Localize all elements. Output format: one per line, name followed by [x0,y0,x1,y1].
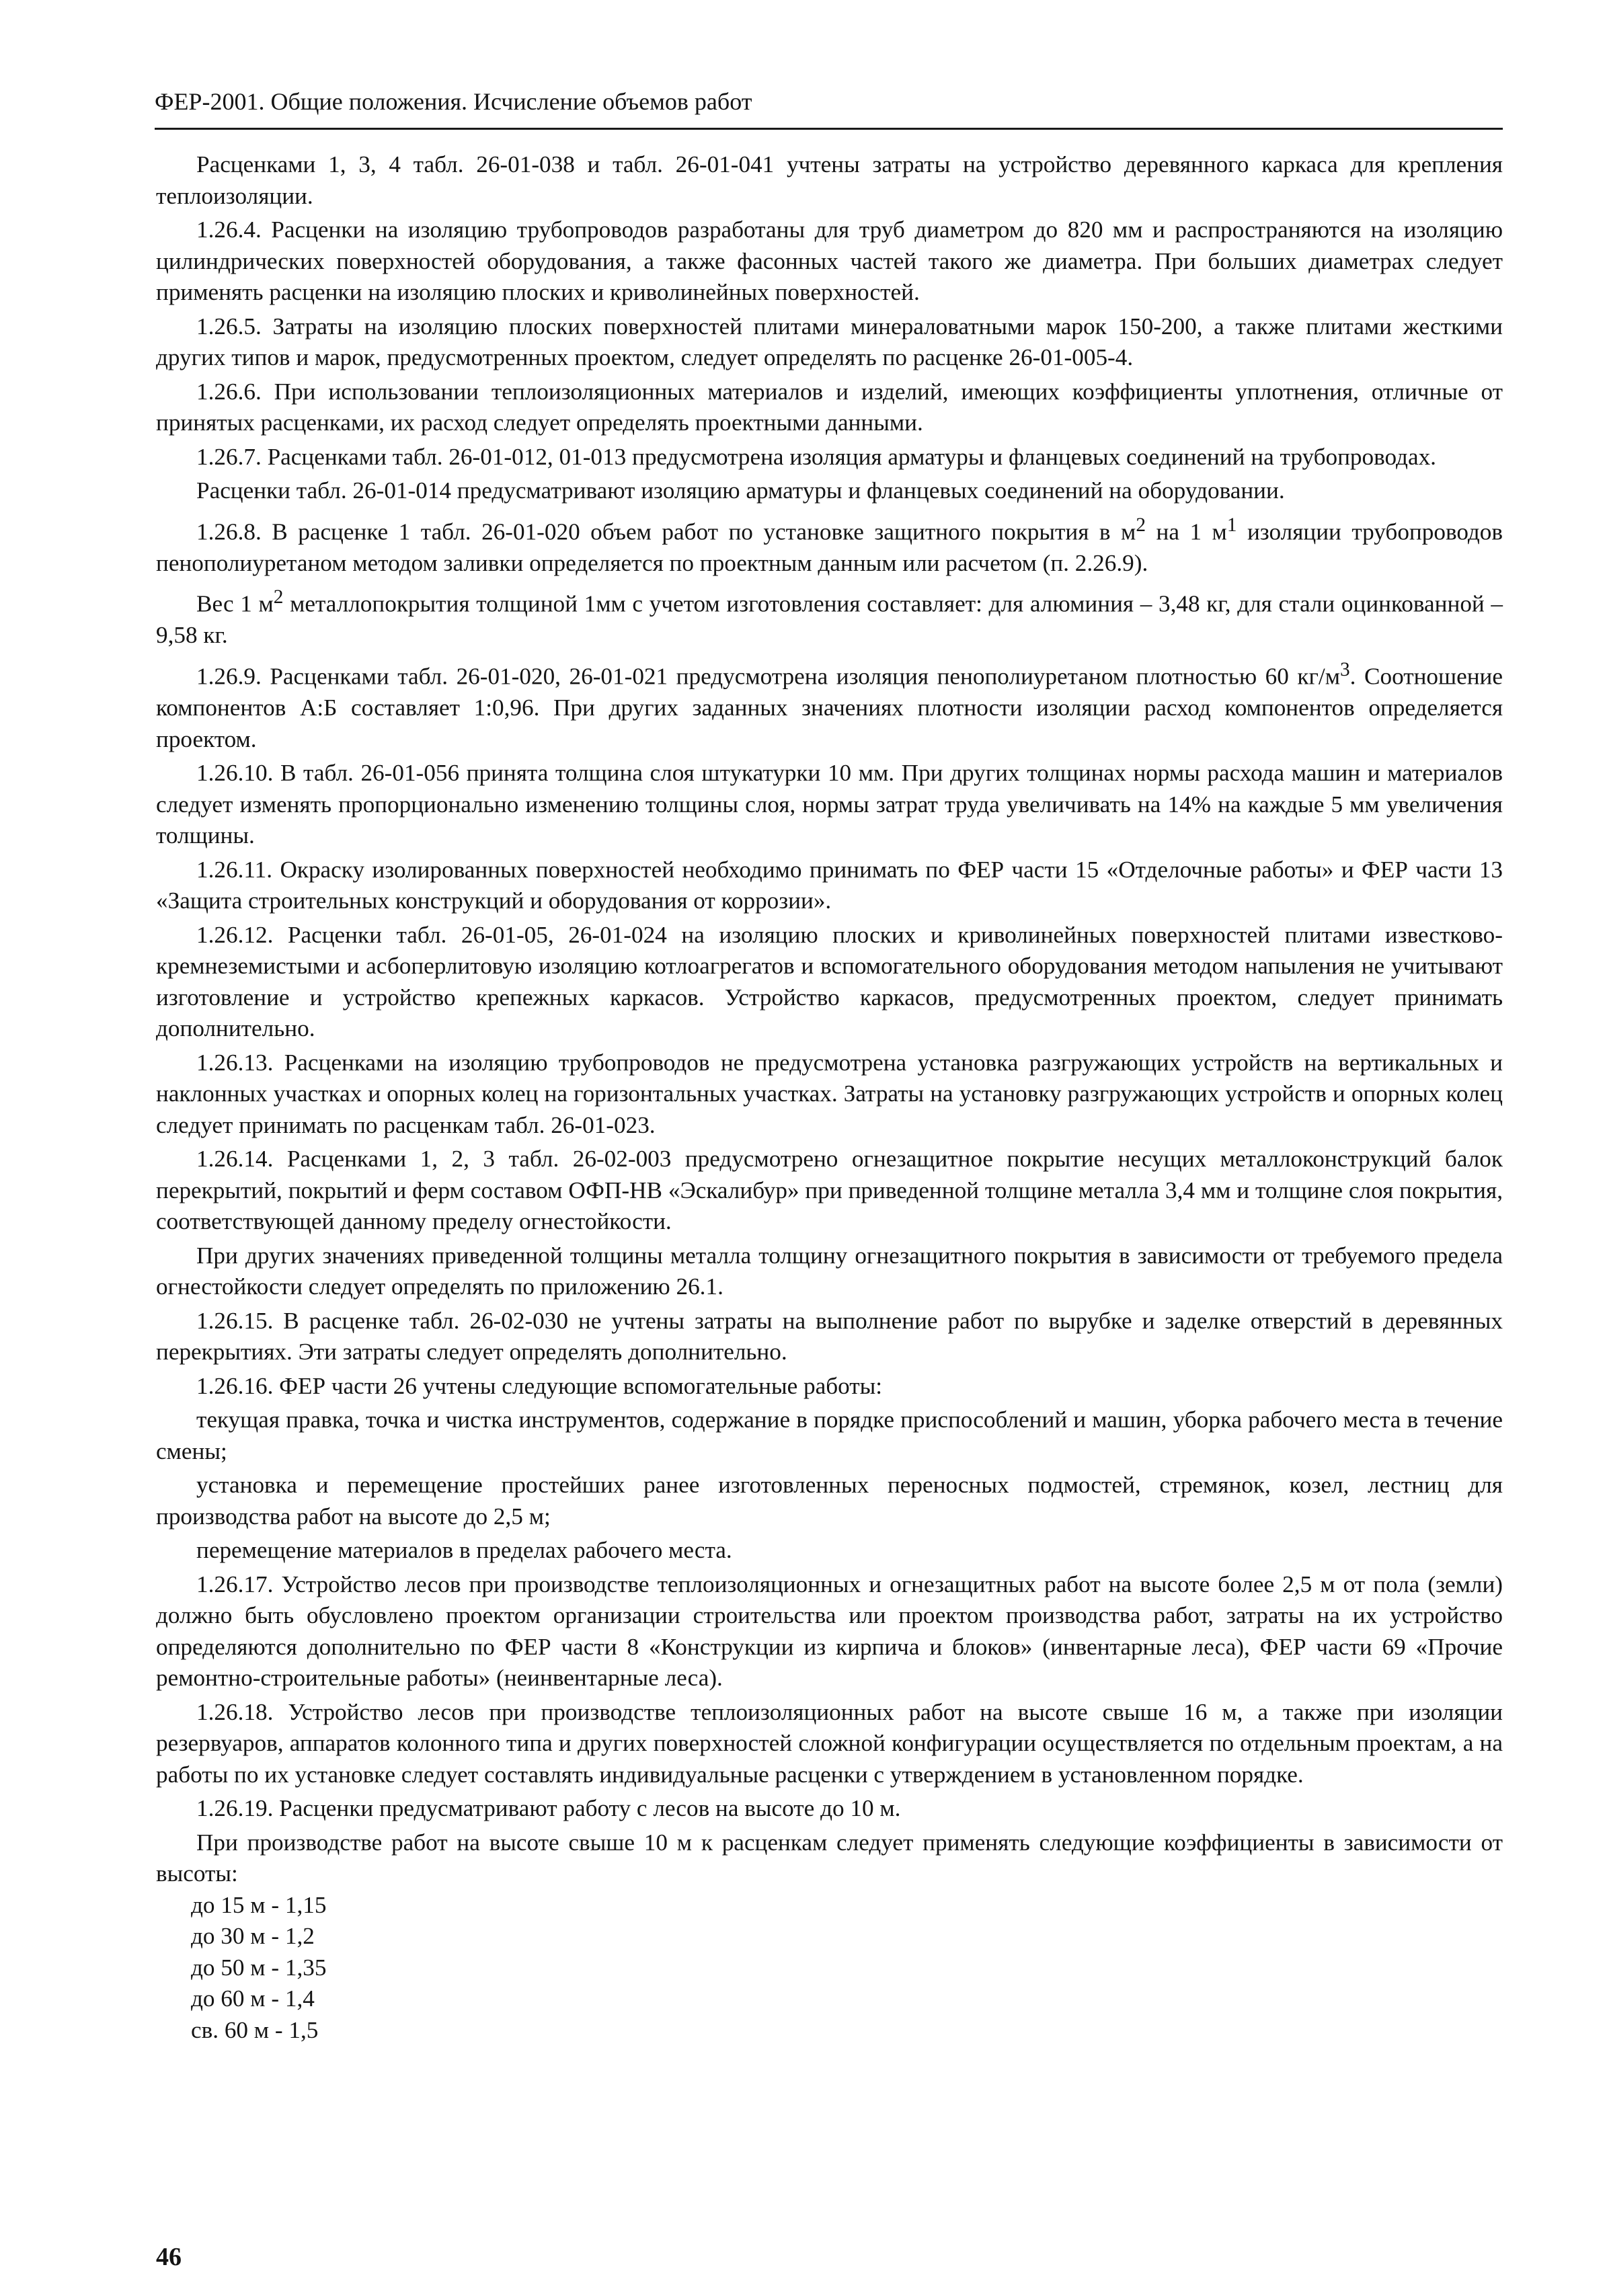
coefficient-item: св. 60 м - 1,5 [191,2016,319,2043]
list-item: установка и перемещение простейших ранее изготовленных переносных подмостей, стремянок, козел, лестниц для производства работ на высоте до 2,5 м; [156,1472,1503,1530]
paragraph-1-26-11: 1.26.11. Окраску изолированных поверхностей необходимо принимать по ФЕР части 15 «Отделочные работы» и ФЕР части 13 «Защита строительных конструкций и оборудования от коррозии». [156,856,1503,914]
list-item: перемещение материалов в пределах рабочего места. [196,1537,732,1564]
superscript: 3 [1339,658,1350,680]
paragraph-1-26-15: 1.26.15. В расценке табл. 26-02-030 не учтены затраты на выполнение работ по вырубке и заделке отверстий в деревянных перекрытиях. Эти затраты следует определять дополнительно. [156,1307,1503,1365]
paragraph-1-26-5: 1.26.5. Затраты на изоляцию плоских поверхностей плитами минераловатными марок 150-200, а также плитами жесткими других типов и марок, предусмотренных проектом, следует определять по расценке 26-01-005-4. [156,313,1503,370]
body-text [156,149,1503,2046]
paragraph-1-26-6: 1.26.6. При использовании теплоизоляционных материалов и изделий, имеющих коэффициенты уплотнения, отличные от принятых расценками, их расход следует определять проектными данными. [156,378,1503,436]
paragraph-1-26-19: 1.26.19. Расценки предусматривают работу с лесов на высоте до 10 м. [196,1795,901,1822]
paragraph-1-26-10: 1.26.10. В табл. 26-01-056 принята толщина слоя штукатурки 10 мм. При других толщинах нормы расхода машин и материалов следует изменять пропорционально изменению толщины слоя, нормы затрат труда увеличивать на 14% на каждые 5 мм увеличения толщины. [156,760,1503,849]
coefficient-list [156,1890,1503,2047]
text-fragment: изоляции трубопроводов пенополиуретаном методом заливки определяется по проектным данным или расчетом (п. 2.26.9). [156,518,1503,576]
paragraph-1-26-8 [156,510,1503,580]
paragraph-1-26-17: 1.26.17. Устройство лесов при производстве теплоизоляционных и огнезащитных работ на высоте более 2,5 м от пола (земли) должно быть обусловлено проектом организации строительства или проектом производства работ, затраты на их устройство определяются дополнительно по ФЕР части 8 «Конструкции из кирпича и блоков» (инвентарные леса), ФЕР части 69 «Прочие ремонтно-строительные работы» (неинвентарные леса). [156,1571,1503,1692]
paragraph: При других значениях приведенной толщины металла толщину огнезащитного покрытия в зависимости от требуемого предела огнестойкости следует определять по приложению 26.1. [156,1242,1503,1300]
paragraph: Расценками 1, 3, 4 табл. 26-01-038 и табл. 26-01-041 учтены затраты на устройство деревянного каркаса для крепления теплоизоляции. [156,151,1503,209]
paragraph: При производстве работ на высоте свыше 10 м к расценкам следует применять следующие коэффициенты в зависимости от высоты: [156,1829,1503,1887]
paragraph: Расценки табл. 26-01-014 предусматривают изоляцию арматуры и фланцевых соединений на оборудовании. [196,477,1285,504]
text-fragment: 1.26.8. В расценке 1 табл. 26-01-020 объем работ по установке защитного покрытия в м [196,518,1136,545]
text-fragment: на 1 м [1146,518,1227,545]
coefficient-item: до 60 м - 1,4 [191,1985,315,2012]
paragraph-weight [156,582,1503,651]
coefficient-item: до 15 м - 1,15 [191,1891,327,1918]
paragraph-1-26-14: 1.26.14. Расценками 1, 2, 3 табл. 26-02-003 предусмотрено огнезащитное покрытие несущих металлоконструкций балок перекрытий, покрытий и ферм составом ОФП-НВ «Эскалибур» при приведенной толщине металла 3,4 мм и толщине слоя покрытия, соответствующей данному пределу огнестойкости. [156,1146,1503,1235]
paragraph-1-26-4: 1.26.4. Расценки на изоляцию трубопроводов разработаны для труб диаметром до 820 мм и распространяются на изоляцию цилиндрических поверхностей оборудования, а также фасонных частей такого же диаметра. При больших диаметрах следует применять расценки на изоляцию плоских и криволинейных поверхностей. [156,216,1503,305]
superscript: 2 [1136,514,1146,536]
paragraph-1-26-9 [156,654,1503,755]
list-item: текущая правка, точка и чистка инструментов, содержание в порядке приспособлений и машин, уборка рабочего места в течение смены; [156,1407,1503,1464]
coefficient-item: до 30 м - 1,2 [191,1923,315,1950]
text-fragment: Вес 1 м [196,590,274,617]
page-number: 46 [156,2243,182,2271]
paragraph-1-26-16: 1.26.16. ФЕР части 26 учтены следующие вспомогательные работы: [196,1372,883,1399]
paragraph-1-26-18: 1.26.18. Устройство лесов при производстве теплоизоляционных работ на высоте свыше 16 м, а также при изоляции резервуаров, аппаратов колонного типа и других поверхностей сложной конфигурации осуществляется по отдельным проектам, а на работы по их установке следует составлять индивидуальные расценки с утверждением в установленном порядке. [156,1698,1503,1788]
text-fragment: 1.26.9. Расценками табл. 26-01-020, 26-01-021 предусмотрена изоляция пенополиуретаном плотностью 60 кг/м [196,663,1340,690]
header-divider [155,128,1503,130]
paragraph-1-26-13: 1.26.13. Расценками на изоляцию трубопроводов не предусмотрена установка разгружающих устройств на вертикальных и наклонных участках и опорных колец на горизонтальных участках. Затраты на установку разгружающих устройств и опорных колец следует принимать по расценкам табл. 26-01-023. [156,1049,1503,1138]
text-fragment: . Соотношение компонентов А:Б составляет 1:0,96. При других заданных значениях плотности изоляции расход компонентов определяется проектом. [156,663,1503,752]
coefficient-item: до 50 м - 1,35 [191,1954,327,1981]
paragraph-1-26-12: 1.26.12. Расценки табл. 26-01-05, 26-01-024 на изоляцию плоских и криволинейных поверхностей плитами известково-кремнеземистыми и асбоперлитовую изоляцию котлоагрегатов и вспомогательного оборудования методом напыления не учитывают изготовление и устройство крепежных каркасов. Устройство каркасов, предусмотренных проектом, следует принимать дополнительно. [156,921,1503,1042]
text-fragment: металлопокрытия толщиной 1мм с учетом изготовления составляет: для алюминия – 3,48 кг, для стали оцинкованной – 9,58 кг. [156,590,1503,649]
paragraph-1-26-7: 1.26.7. Расценками табл. 26-01-012, 01-013 предусмотрена изоляция арматуры и фланцевых соединений на трубопроводах. [196,443,1436,470]
running-header: ФЕР-2001. Общие положения. Исчисление объемов работ [155,88,752,115]
superscript: 2 [273,586,284,608]
superscript: 1 [1226,514,1237,536]
